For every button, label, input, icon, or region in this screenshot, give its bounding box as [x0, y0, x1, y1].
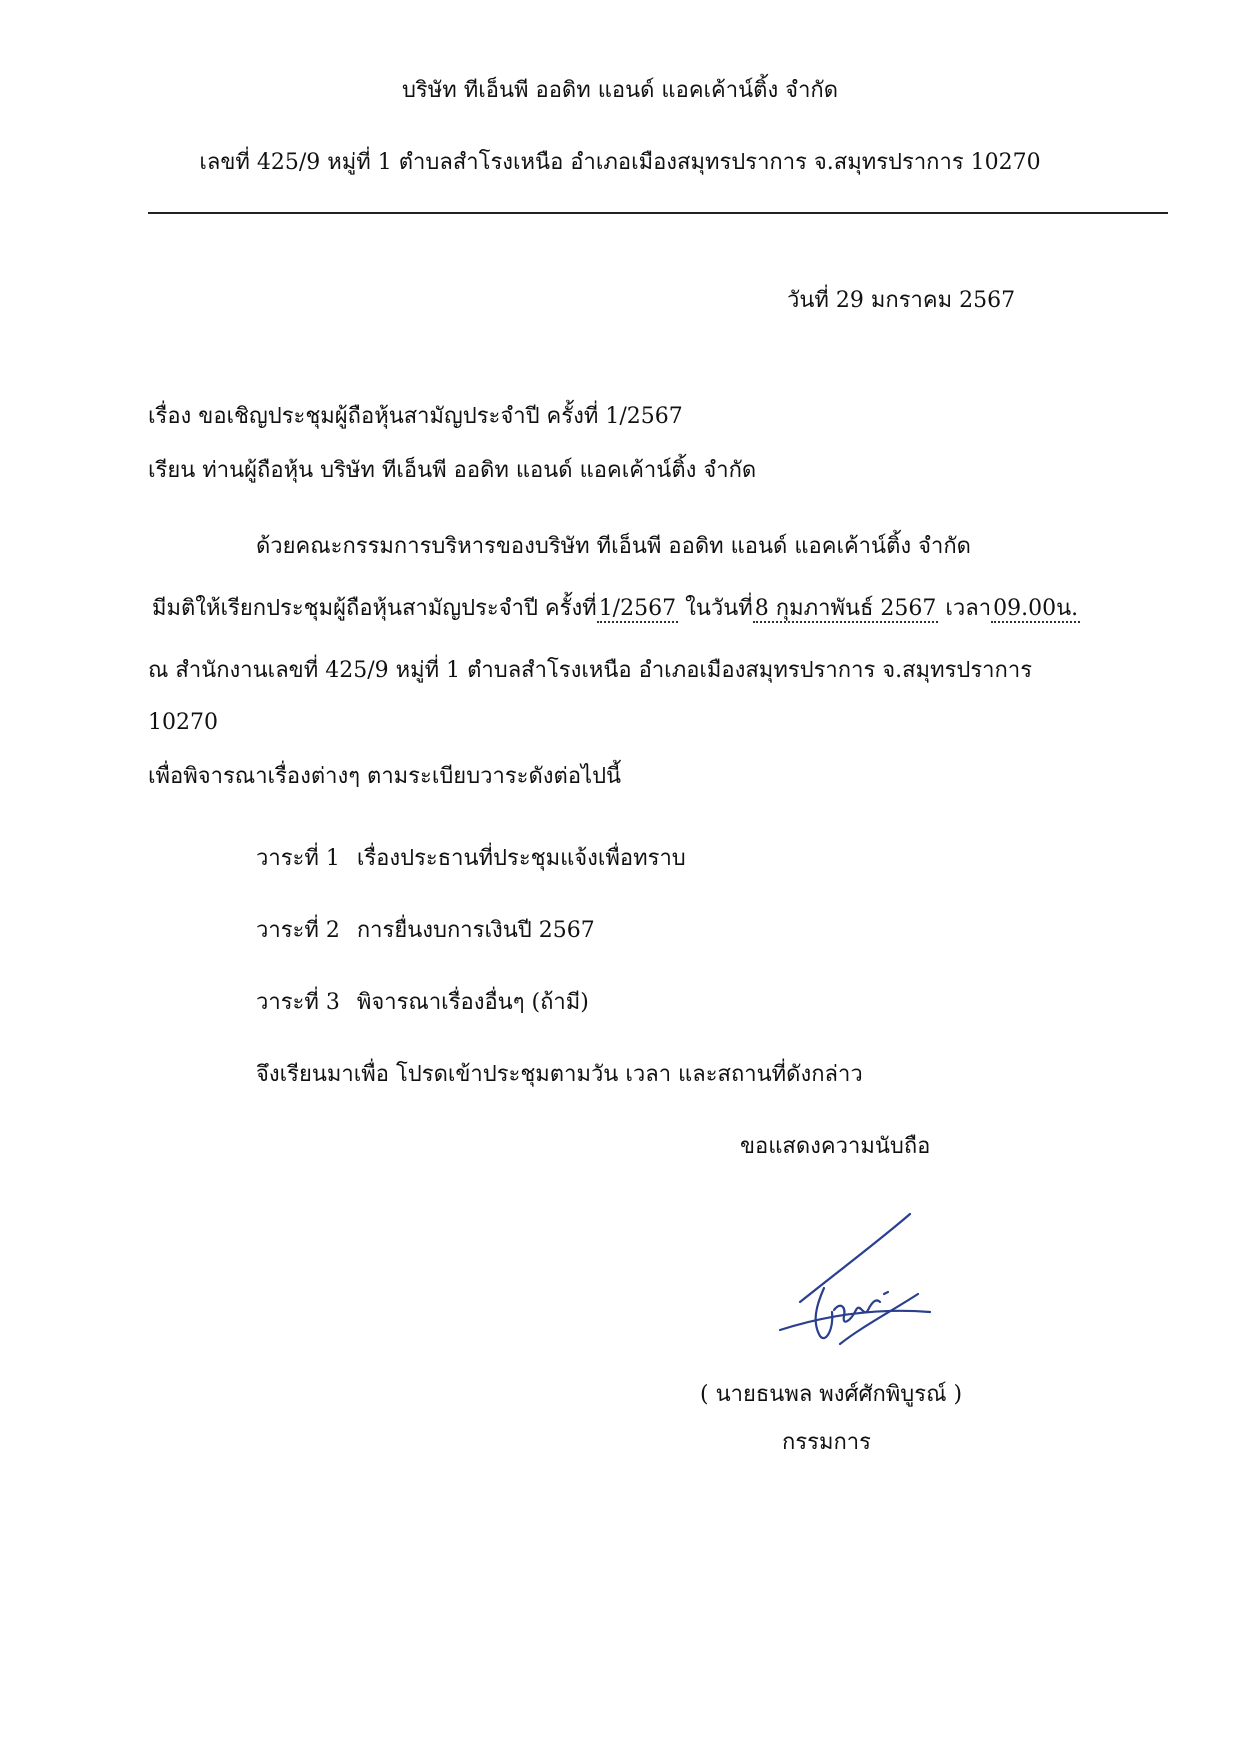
subject-line: เรื่อง ขอเชิญประชุมผู้ถือหุ้นสามัญประจำปี ครั้งที่ 1/2567: [148, 404, 683, 429]
salutation-line: เรียน ท่านผู้ถือหุ้น บริษัท ทีเอ็นพี ออดิท แอนด์ แอคเค้าน์ติ้ง จำกัด: [148, 458, 757, 483]
header-divider: [148, 212, 1168, 214]
handwritten-signature: [760, 1210, 940, 1370]
closing-line: จึงเรียนมาเพื่อ โปรดเข้าประชุมตามวัน เวลา และสถานที่ดังกล่าว: [256, 1062, 863, 1087]
meeting-time-field: 09.00น.: [993, 596, 1079, 621]
agenda-text: การยื่นงบการเงินปี 2567: [356, 918, 595, 943]
company-address: เลขที่ 425/9 หมู่ที่ 1 ตำบลสำโรงเหนือ อำเภอเมืองสมุทรปราการ จ.สมุทรปราการ 10270: [199, 150, 1041, 175]
agenda-item-1: [256, 848, 686, 870]
regards-line: ขอแสดงความนับถือ: [740, 1134, 931, 1159]
agenda-label: วาระที่ 2: [256, 918, 340, 943]
agenda-text: พิจารณาเรื่องอื่นๆ (ถ้ามี): [356, 990, 589, 1015]
signer-name: ( นายธนพล พงศ์ศักพิบูรณ์ ): [700, 1382, 963, 1407]
meeting-date-field: 8 กุมภาพันธ์ 2567: [754, 596, 937, 621]
agenda-item-2: [256, 920, 595, 942]
letter-date: วันที่ 29 มกราคม 2567: [787, 288, 1016, 313]
agenda-text: เรื่องประธานที่ประชุมแจ้งเพื่อทราบ: [356, 846, 686, 871]
body-paragraph-3: ณ สำนักงานเลขที่ 425/9 หมู่ที่ 1 ตำบลสำโรงเหนือ อำเภอเมืองสมุทรปราการ จ.สมุทรปราการ: [148, 658, 1033, 683]
agenda-item-3: [256, 992, 589, 1014]
body-paragraph-2: [152, 598, 1080, 620]
meeting-number-field: 1/2567: [598, 596, 677, 621]
signer-title: กรรมการ: [782, 1430, 871, 1455]
body-p2-text-c: เวลา: [945, 596, 992, 621]
body-paragraph-3-continued: 10270: [148, 710, 218, 735]
company-name: บริษัท ทีเอ็นพี ออดิท แอนด์ แอคเค้าน์ติ้ง จำกัด: [401, 78, 839, 103]
body-p2-text-a: มีมติให้เรียกประชุมผู้ถือหุ้นสามัญประจำปี ครั้งที่: [152, 596, 597, 621]
body-paragraph-4: เพื่อพิจารณาเรื่องต่างๆ ตามระเบียบวาระดังต่อไปนี้: [148, 764, 622, 789]
body-paragraph-1: ด้วยคณะกรรมการบริหารของบริษัท ทีเอ็นพี ออดิท แอนด์ แอคเค้าน์ติ้ง จำกัด: [256, 534, 971, 559]
agenda-label: วาระที่ 1: [256, 846, 340, 871]
body-p2-text-b: ในวันที่: [685, 596, 753, 621]
agenda-label: วาระที่ 3: [256, 990, 340, 1015]
